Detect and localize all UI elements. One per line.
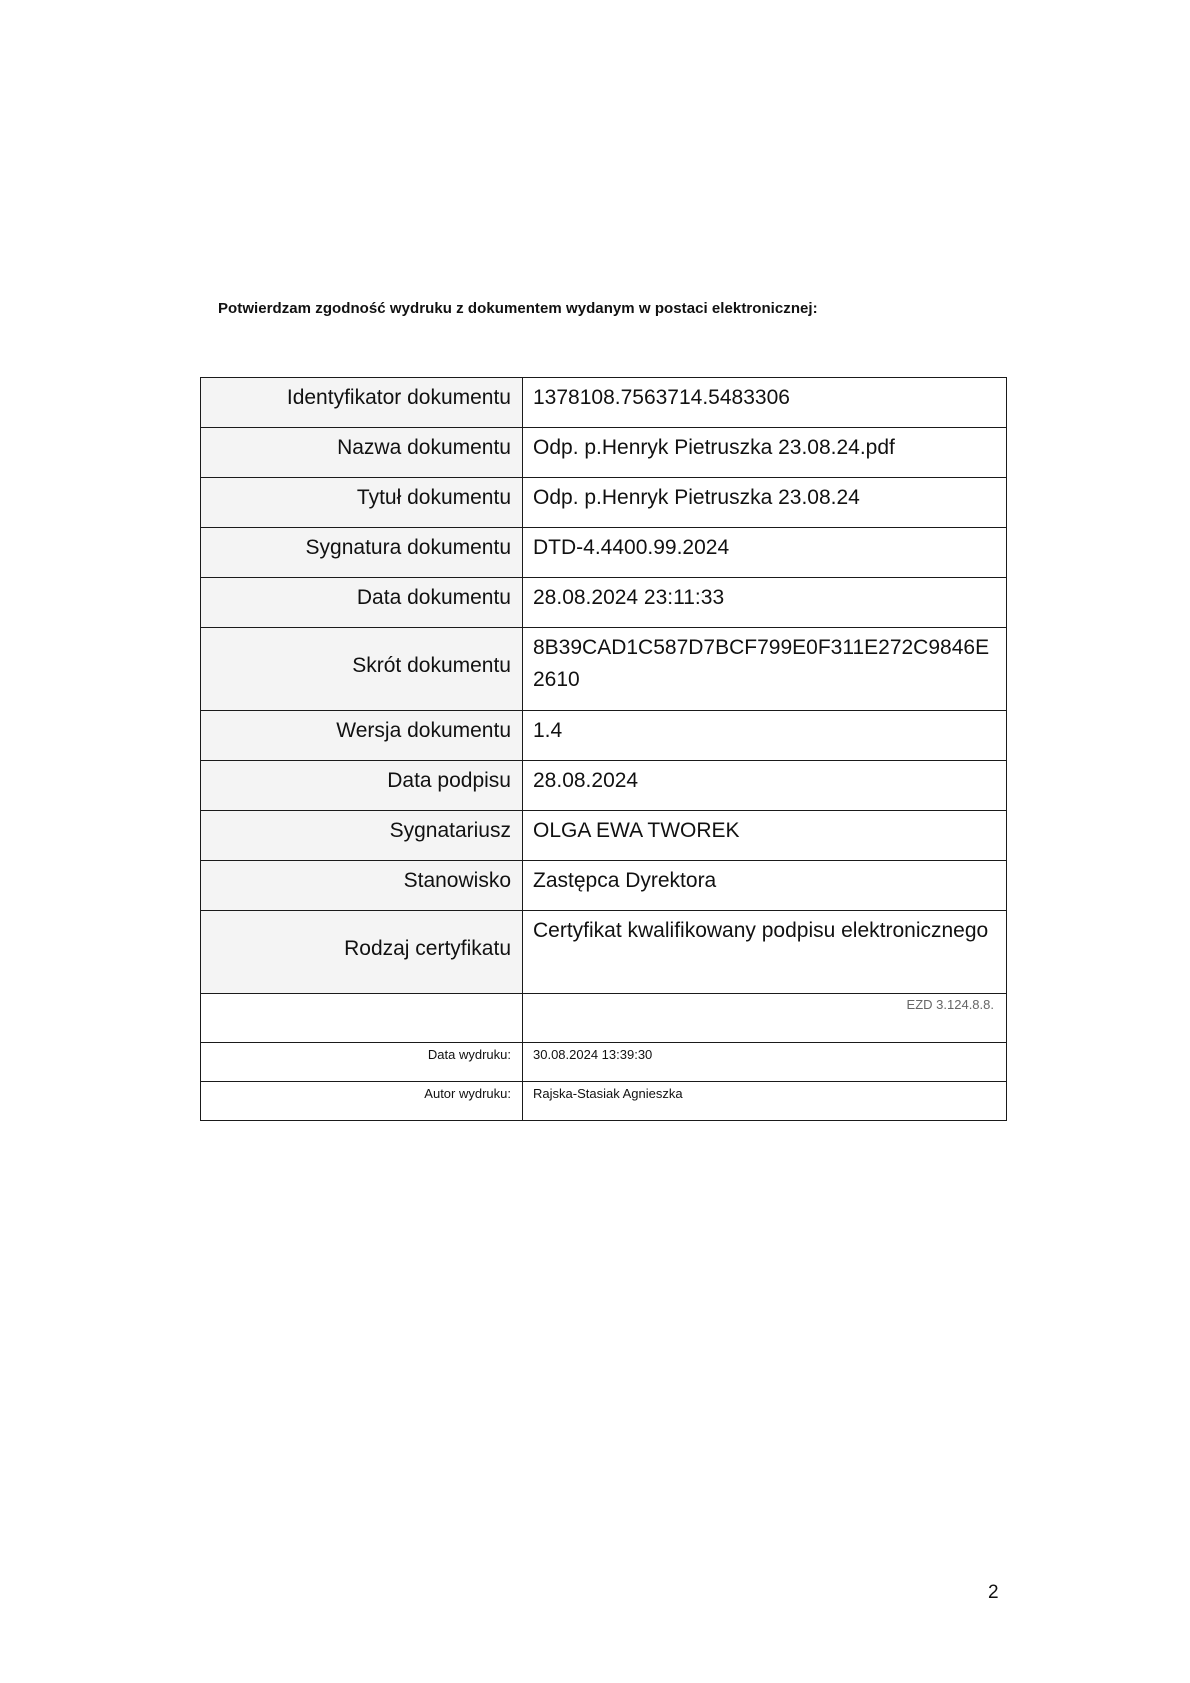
table-row [201, 861, 1007, 911]
print-date-label: Data wydruku: [201, 1043, 523, 1082]
print-author-row [201, 1082, 1007, 1121]
table-row [201, 478, 1007, 528]
table-row [201, 628, 1007, 711]
system-version: EZD 3.124.8.8. [523, 994, 1007, 1043]
print-author-label: Autor wydruku: [201, 1082, 523, 1121]
row-label-version: Wersja dokumentu [201, 711, 523, 761]
page-number: 2 [988, 1582, 999, 1603]
row-label-certificate-type: Rodzaj certyfikatu [201, 911, 523, 994]
table-row [201, 578, 1007, 628]
document-metadata-table [200, 377, 1007, 1121]
row-value-position: Zastępca Dyrektora [523, 861, 1007, 911]
table-row [201, 811, 1007, 861]
table-row [201, 378, 1007, 428]
row-label-hash: Skrót dokumentu [201, 628, 523, 711]
row-value-version: 1.4 [523, 711, 1007, 761]
row-label-position: Stanowisko [201, 861, 523, 911]
row-label-document-date: Data dokumentu [201, 578, 523, 628]
row-value-sign-date: 28.08.2024 [523, 761, 1007, 811]
row-label-sign-date: Data podpisu [201, 761, 523, 811]
row-value-title: Odp. p.Henryk Pietruszka 23.08.24 [523, 478, 1007, 528]
row-label-identifier: Identyfikator dokumentu [201, 378, 523, 428]
row-label-signature-ref: Sygnatura dokumentu [201, 528, 523, 578]
row-value-signatory: OLGA EWA TWOREK [523, 811, 1007, 861]
confirmation-heading: Potwierdzam zgodność wydruku z dokumentem wydanym w postaci elektronicznej: [218, 300, 818, 317]
row-label-name: Nazwa dokumentu [201, 428, 523, 478]
table-row [201, 911, 1007, 994]
row-value-identifier: 1378108.7563714.5483306 [523, 378, 1007, 428]
table-row [201, 711, 1007, 761]
print-date-value: 30.08.2024 13:39:30 [523, 1043, 1007, 1082]
row-value-hash: 8B39CAD1C587D7BCF799E0F311E272C9846E2610 [523, 628, 1007, 711]
table-row [201, 528, 1007, 578]
table-row [201, 428, 1007, 478]
row-label-title: Tytuł dokumentu [201, 478, 523, 528]
print-author-value: Rajska-Stasiak Agnieszka [523, 1082, 1007, 1121]
row-value-document-date: 28.08.2024 23:11:33 [523, 578, 1007, 628]
empty-cell [201, 994, 523, 1043]
row-value-name: Odp. p.Henryk Pietruszka 23.08.24.pdf [523, 428, 1007, 478]
row-value-certificate-type: Certyfikat kwalifikowany podpisu elektronicznego [523, 911, 1007, 994]
row-value-signature-ref: DTD-4.4400.99.2024 [523, 528, 1007, 578]
system-version-row [201, 994, 1007, 1043]
print-date-row [201, 1043, 1007, 1082]
table-row [201, 761, 1007, 811]
row-label-signatory: Sygnatariusz [201, 811, 523, 861]
